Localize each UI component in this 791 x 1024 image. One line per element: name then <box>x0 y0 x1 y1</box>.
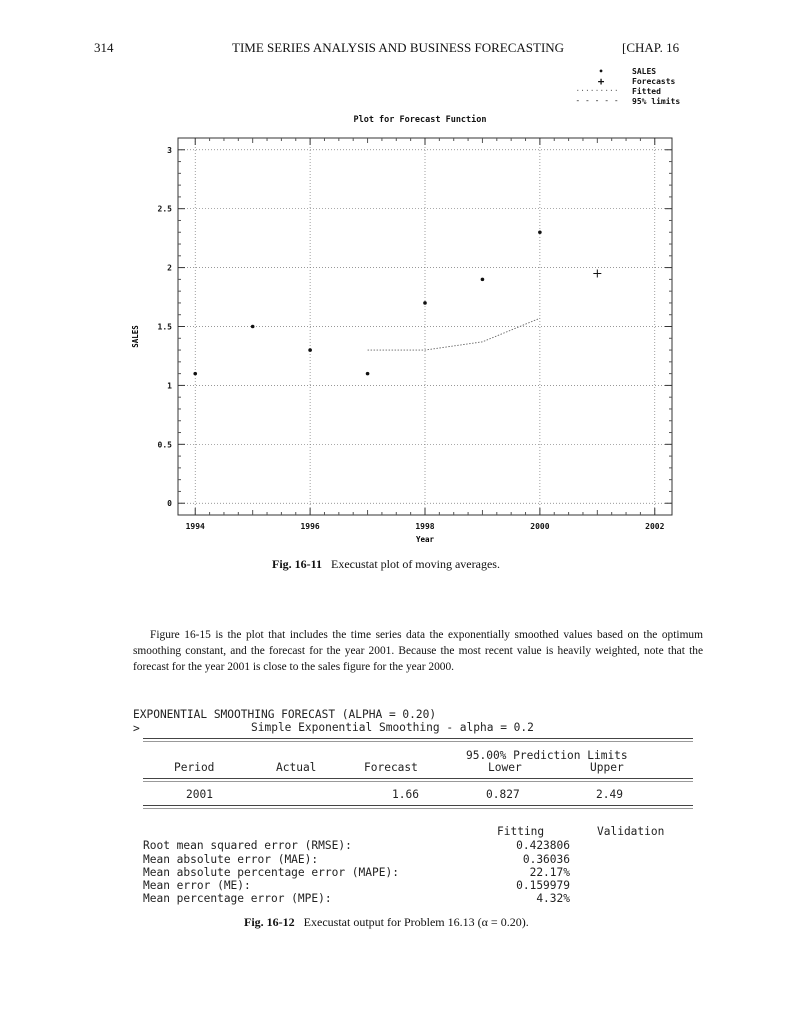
legend-forecasts-symbol: + <box>597 75 605 88</box>
metric-mae-value: 0.36036 <box>522 853 570 866</box>
fitted-line <box>368 318 540 350</box>
y-tick-label: 0 <box>167 499 172 509</box>
metric-mae-label: Mean absolute error (MAE): <box>143 853 319 866</box>
sales-point <box>308 348 312 352</box>
fitting-header: Fitting <box>497 825 545 838</box>
column-upper: Upper <box>590 761 624 774</box>
column-period: Period <box>174 761 215 774</box>
validation-header: Validation <box>597 825 665 838</box>
legend-fitted-label: Fitted <box>632 87 661 96</box>
legend-limits-label: 95% limits <box>632 97 681 106</box>
x-tick-label: 2002 <box>645 522 665 531</box>
figure-16-12-label: Fig. 16-12 <box>244 915 295 929</box>
row-period: 2001 <box>186 788 213 801</box>
y-tick-label: 1.5 <box>157 322 172 332</box>
page-number: 314 <box>94 40 114 55</box>
row-forecast: 1.66 <box>392 788 419 801</box>
metric-rmse-label: Root mean squared error (RMSE): <box>143 839 352 852</box>
chapter-label: [CHAP. 16 <box>622 40 680 55</box>
forecast-point <box>593 269 601 277</box>
sales-point <box>423 301 427 305</box>
legend-fitted-symbol: ········· <box>575 86 619 95</box>
metric-me-value: 0.159979 <box>516 879 570 892</box>
x-tick-label: 1996 <box>300 522 320 531</box>
sales-point <box>481 278 485 282</box>
metric-mape-label: Mean absolute percentage error (MAPE): <box>143 866 399 879</box>
column-lower: Lower <box>488 761 522 774</box>
metric-mpe-value: 4.32% <box>536 892 570 905</box>
legend-sales-label: SALES <box>632 67 657 76</box>
y-tick-label: 2 <box>167 263 172 273</box>
legend-forecasts-label: Forecasts <box>632 77 676 86</box>
x-tick-label: 2000 <box>530 522 550 531</box>
sales-point <box>193 372 197 376</box>
output-heading: EXPONENTIAL SMOOTHING FORECAST (ALPHA = 0.20) <box>133 708 437 721</box>
running-title: TIME SERIES ANALYSIS AND BUSINESS FORECASTING <box>232 40 565 55</box>
y-tick-label: 3 <box>167 145 172 155</box>
sales-point <box>538 230 542 234</box>
metric-mape-value: 22.17% <box>529 866 570 879</box>
sales-point <box>251 325 255 329</box>
output-prompt: > <box>133 722 140 735</box>
metric-rmse-value: 0.423806 <box>516 839 570 852</box>
chart-title: Plot for Forecast Function <box>353 115 487 125</box>
column-forecast: Forecast <box>364 761 418 774</box>
y-axis-label: SALES <box>131 325 140 348</box>
row-upper: 2.49 <box>596 788 623 801</box>
x-axis-label: Year <box>415 535 435 544</box>
metric-mpe-label: Mean percentage error (MPE): <box>143 892 332 905</box>
y-tick-label: 2.5 <box>157 204 172 214</box>
sales-point <box>366 372 370 376</box>
figure-16-11-text: Execustat plot of moving averages. <box>331 557 500 571</box>
figure-16-12-text: Execustat output for Problem 16.13 (α = 0.20). <box>303 915 529 929</box>
x-tick-label: 1994 <box>185 522 205 531</box>
figure-16-11-label: Fig. 16-11 <box>272 557 322 571</box>
output-method: Simple Exponential Smoothing - alpha = 0.2 <box>251 721 534 734</box>
figure-16-12-caption <box>244 915 529 930</box>
row-lower: 0.827 <box>486 788 520 801</box>
body-paragraph: Figure 16-15 is the plot that includes the time series data the exponentially smoothed values based on the optimum smoothing constant, and the forecast for the year 2001. Because the most recent value is heavily weighted, note that the forecast for the year 2001 is close to the sales figure for the year 2000. <box>133 629 703 673</box>
metric-me-label: Mean error (ME): <box>143 879 251 892</box>
x-tick-label: 1998 <box>415 522 435 531</box>
figure-16-11-caption <box>272 557 500 572</box>
legend-limits-symbol: - - - - - <box>575 96 619 105</box>
y-tick-label: 0.5 <box>157 440 172 450</box>
legend-sales-symbol: • <box>598 67 604 76</box>
prediction-limits-header: 95.00% Prediction Limits <box>466 749 628 762</box>
y-tick-label: 1 <box>167 381 172 391</box>
column-actual: Actual <box>276 761 317 774</box>
